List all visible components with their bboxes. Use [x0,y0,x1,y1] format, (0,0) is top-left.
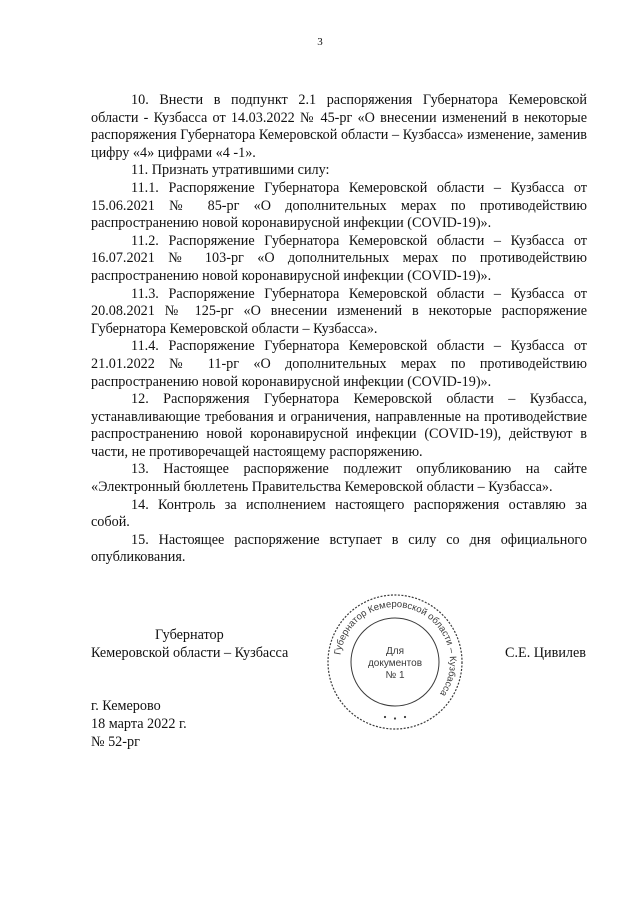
paragraph-11-2: 11.2. Распоряжение Губернатора Кемеровской области – Кузбасса от 16.07.2021 № 103-рг «О дополнительных мерах по противодействию распространению новой коронавирусной инфекции (COVID-19)». [91,232,587,284]
paragraph-12: 12. Распоряжения Губернатора Кемеровской области – Кузбасса, устанавливающие требования и ограничения, направленные на противодействие распространению новой коронавирусной инфекции (COVID-19), действуют в части, не противоречащей настоящему распоряжению. [91,391,587,460]
official-seal-stamp [325,592,465,732]
stamp-dot [394,717,396,719]
paragraph-13: 13. Настоящее распоряжение подлежит опубликованию на сайте «Электронный бюллетень Правительства Кемеровской области – Кузбасса». [91,461,587,496]
stamp-dot [404,716,406,718]
document-body [91,92,587,567]
page-number: 3 [317,36,323,48]
paragraph-11: 11. Признать утратившими силу: [131,162,330,179]
stamp-center-line-1: Для [385,646,405,657]
paragraph-11-3: 11.3. Распоряжение Губернатора Кемеровской области – Кузбасса от 20.08.2021 № 125-рг «О внесении изменений в некоторые распоряжение Губернатора Кемеровской области – Кузбасса». [91,285,587,337]
stamp-dot [384,716,386,718]
footer-city: г. Кемерово [91,698,161,714]
paragraph-15: 15. Настоящее распоряжение вступает в силу со дня официального опубликования. [91,531,587,566]
signature-title: Губернатор [155,627,224,643]
paragraph-11-4: 11.4. Распоряжение Губернатора Кемеровской области – Кузбасса от 21.01.2022 № 11-рг «О дополнительных мерах по противодействию распространению новой коронавирусной инфекции (COVID-19)». [91,338,587,390]
stamp-ring-text: Губернатор Кемеровской области – Кузбасса [332,598,459,699]
footer-number: № 52-рг [91,734,140,750]
paragraph-14: 14. Контроль за исполнением настоящего распоряжения оставляю за собой. [91,496,587,531]
paragraph-11-1: 11.1. Распоряжение Губернатора Кемеровской области – Кузбасса от 15.06.2021 № 85-рг «О дополнительных мерах по противодействию распространению новой коронавирусной инфекции (COVID-19)». [91,179,587,232]
signature-region: Кемеровской области – Кузбасса [91,645,289,661]
stamp-center-line-2: документов [367,658,423,669]
stamp-center-line-3: № 1 [385,670,405,681]
paragraph-10: 10. Внести в подпункт 2.1 распоряжения Губернатора Кемеровской области - Кузбасса от 14.03.2022 № 45-рг «О внесении изменений в некоторые распоряжения Губернатора Кемеровской области – Кузбасса» изменение, заменив цифру «4» цифрами «4 -1». [91,92,587,161]
signature-name: С.Е. Цивилев [505,645,586,661]
footer-date: 18 марта 2022 г. [91,716,187,732]
